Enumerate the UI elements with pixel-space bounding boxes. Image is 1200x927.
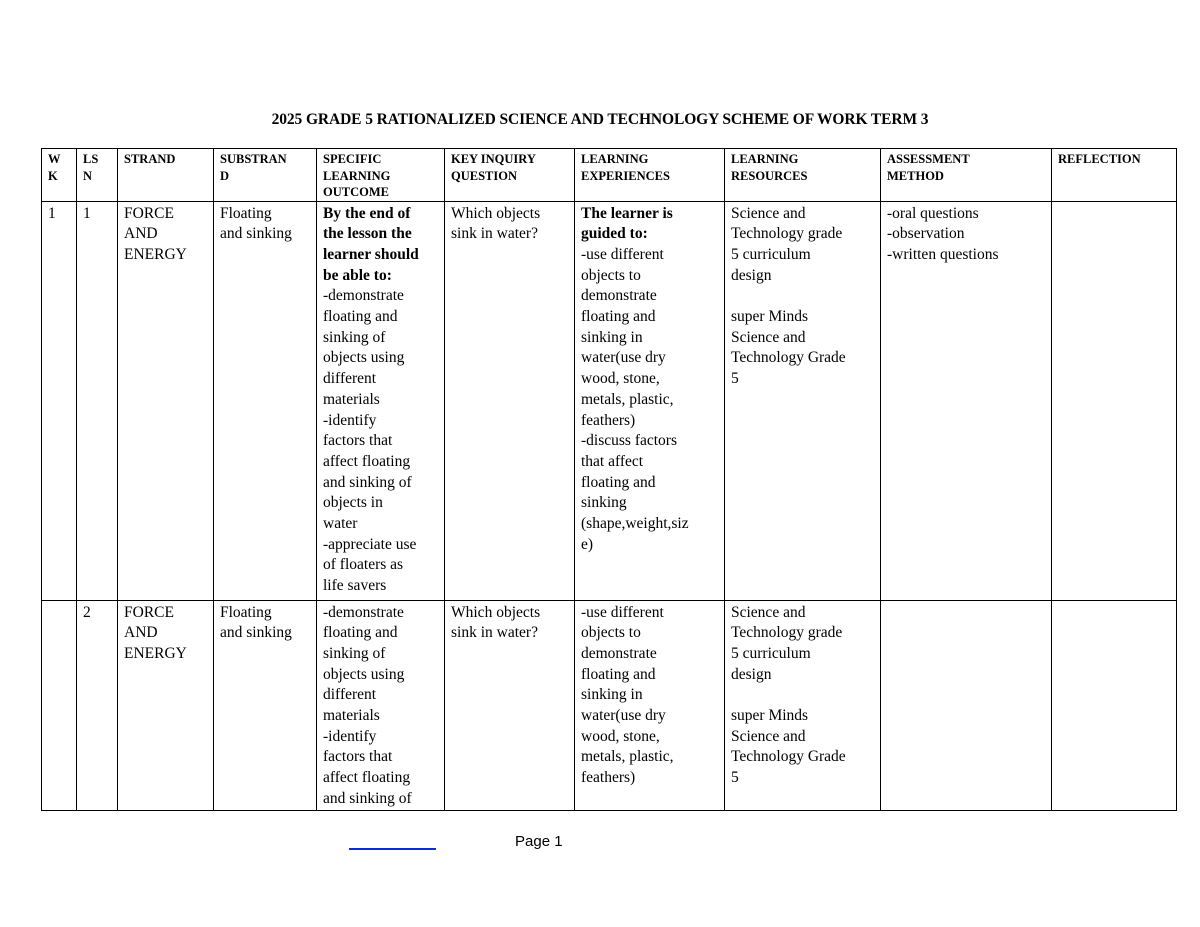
substrand-cell (214, 600, 317, 810)
cell-line: metals, plastic, (581, 390, 674, 408)
lesson-cell: 2 (77, 600, 118, 810)
cell-line: sinking (581, 494, 627, 512)
cell-line: life savers (323, 577, 387, 595)
cell-line: -observation (887, 225, 965, 243)
outcome-cell (317, 201, 445, 600)
table-row (42, 201, 1177, 600)
cell-line: sink in water? (451, 225, 538, 243)
cell-line: floating and (581, 473, 656, 491)
cell-line: D (220, 168, 230, 183)
cell-line: and sinking of (323, 473, 412, 491)
cell-line: SPECIFIC (323, 152, 382, 166)
cell-line: LEARNING (581, 152, 649, 166)
header-cell (725, 149, 881, 202)
cell-line: materials (323, 390, 380, 408)
cell-line: LEARNING (731, 152, 799, 166)
cell-line: objects using (323, 665, 405, 683)
cell-line: METHOD (887, 168, 944, 183)
cell-line: and sinking (220, 624, 292, 642)
cell-line: Technology grade (731, 225, 843, 243)
cell-line: Which objects (451, 204, 541, 222)
cell-line: -oral questions (887, 204, 979, 222)
cell-line: 5 curriculum (731, 245, 811, 263)
cell-line: ASSESSMENT (887, 152, 970, 166)
cell-line: water(use dry (581, 349, 666, 367)
cell-line: factors that (323, 432, 393, 450)
cell-line: ENERGY (124, 644, 187, 662)
cell-line: floating and (323, 308, 398, 326)
cell-line: objects to (581, 624, 641, 642)
cell-line: Which objects (451, 603, 541, 621)
cell-line: objects in (323, 494, 383, 512)
cell-line: sink in water? (451, 624, 538, 642)
assessment-cell (881, 600, 1052, 810)
cell-line: and sinking (220, 225, 292, 243)
cell-line: Science and (731, 328, 806, 346)
header-cell (317, 149, 445, 202)
experiences-cell (575, 600, 725, 810)
cell-line: OUTCOME (323, 185, 389, 199)
cell-line: FORCE (124, 603, 174, 621)
cell-line: By the end of (323, 204, 411, 222)
cell-line: -written questions (887, 245, 999, 263)
cell-line: -discuss factors (581, 432, 677, 450)
cell-line: demonstrate (581, 287, 657, 305)
cell-line: -identify (323, 411, 377, 429)
cell-line: AND (124, 624, 158, 642)
experiences-cell (575, 201, 725, 600)
cell-line: 5 curriculum (731, 644, 811, 662)
cell-line: N (83, 168, 93, 183)
cell-line: feathers) (581, 769, 636, 787)
cell-line: feathers) (581, 411, 636, 429)
cell-line: super Minds (731, 707, 809, 724)
cell-line: sinking in (581, 686, 643, 704)
reflection-cell (1052, 201, 1177, 600)
cell-line: sinking of (323, 328, 386, 346)
cell-line: Floating (220, 603, 272, 621)
cell-line: affect floating (323, 452, 411, 470)
header-cell (42, 149, 77, 202)
inquiry-question-cell (445, 600, 575, 810)
cell-line: Science and (731, 204, 806, 222)
cell-line: be able to: (323, 266, 392, 284)
cell-line: factors that (323, 748, 393, 766)
cell-line: LS (83, 152, 99, 166)
strand-cell (118, 600, 214, 810)
page-number: Page 1 (515, 833, 563, 850)
cell-line: objects using (323, 349, 405, 367)
cell-line: guided to: (581, 225, 648, 243)
lesson-cell: 1 (77, 201, 118, 600)
cell-line: floating and (323, 624, 398, 642)
cell-line: (shape,weight,siz (581, 515, 689, 533)
header-cell (77, 149, 118, 202)
cell-line: that affect (581, 452, 644, 470)
cell-line: ENERGY (124, 245, 187, 263)
cell-line: different (323, 686, 377, 704)
resources-cell (725, 201, 881, 600)
cell-line: wood, stone, (581, 727, 660, 745)
cell-line: the lesson the (323, 225, 412, 243)
cell-line: Science and (731, 727, 806, 745)
inquiry-question-cell (445, 201, 575, 600)
cell-line: and sinking of (323, 789, 412, 807)
cell-line: 5 (731, 370, 739, 388)
cell-line: materials (323, 707, 380, 725)
cell-line: water (323, 515, 358, 533)
cell-line: EXPERIENCES (581, 168, 670, 183)
cell-line: AND (124, 225, 158, 243)
footer-link-underline[interactable] (349, 848, 436, 850)
assessment-cell (881, 201, 1052, 600)
cell-line: The learner is (581, 204, 673, 222)
substrand-cell (214, 201, 317, 600)
cell-line: of floaters as (323, 556, 404, 574)
outcome-cell (317, 600, 445, 810)
header-cell (445, 149, 575, 202)
cell-line: sinking in (581, 328, 643, 346)
cell-line: objects to (581, 266, 641, 284)
document-title: 2025 GRADE 5 RATIONALIZED SCIENCE AND TECHNOLOGY SCHEME OF WORK TERM 3 (271, 111, 929, 128)
cell-line: metals, plastic, (581, 748, 674, 766)
cell-line: affect floating (323, 769, 411, 787)
cell-line: water(use dry (581, 707, 666, 725)
cell-line: 5 (731, 769, 739, 787)
cell-line: W (48, 152, 61, 166)
table-row (42, 600, 1177, 810)
cell-line: REFLECTION (1058, 152, 1141, 166)
header-cell (1052, 149, 1177, 202)
cell-line: FORCE (124, 204, 174, 222)
header-cell (118, 149, 214, 202)
cell-line: RESOURCES (731, 168, 808, 183)
cell-line: wood, stone, (581, 370, 660, 388)
resources-cell (725, 600, 881, 810)
cell-line: STRAND (124, 152, 176, 166)
cell-line: Technology Grade (731, 349, 846, 367)
header-cell (575, 149, 725, 202)
cell-line: super Minds (731, 308, 809, 325)
cell-line: -appreciate use (323, 535, 417, 553)
header-cell (881, 149, 1052, 202)
cell-line: SUBSTRAN (220, 152, 287, 166)
week-cell: 1 (42, 201, 77, 600)
strand-cell (118, 201, 214, 600)
cell-line: KEY INQUIRY (451, 152, 536, 166)
cell-line: -identify (323, 727, 377, 745)
cell-line: Technology Grade (731, 748, 846, 766)
cell-line: -demonstrate (323, 287, 404, 305)
cell-line: demonstrate (581, 644, 657, 662)
cell-line: floating and (581, 665, 656, 683)
cell-line: different (323, 370, 377, 388)
cell-line: learner should (323, 245, 419, 263)
cell-line: LEARNING (323, 168, 391, 183)
cell-line: e) (581, 535, 594, 553)
cell-line: -use different (581, 245, 664, 263)
cell-line: Floating (220, 204, 272, 222)
week-cell (42, 600, 77, 810)
cell-line: K (48, 168, 58, 183)
cell-line: -use different (581, 603, 664, 621)
cell-line: design (731, 665, 772, 683)
header-cell (214, 149, 317, 202)
cell-line: Technology grade (731, 624, 843, 642)
cell-line: floating and (581, 308, 656, 326)
header-row (42, 149, 1177, 202)
cell-line: Science and (731, 603, 806, 621)
reflection-cell (1052, 600, 1177, 810)
cell-line: sinking of (323, 644, 386, 662)
cell-line: QUESTION (451, 168, 517, 183)
cell-line: -demonstrate (323, 603, 404, 621)
scheme-of-work-table (41, 148, 1177, 811)
cell-line: design (731, 266, 772, 284)
